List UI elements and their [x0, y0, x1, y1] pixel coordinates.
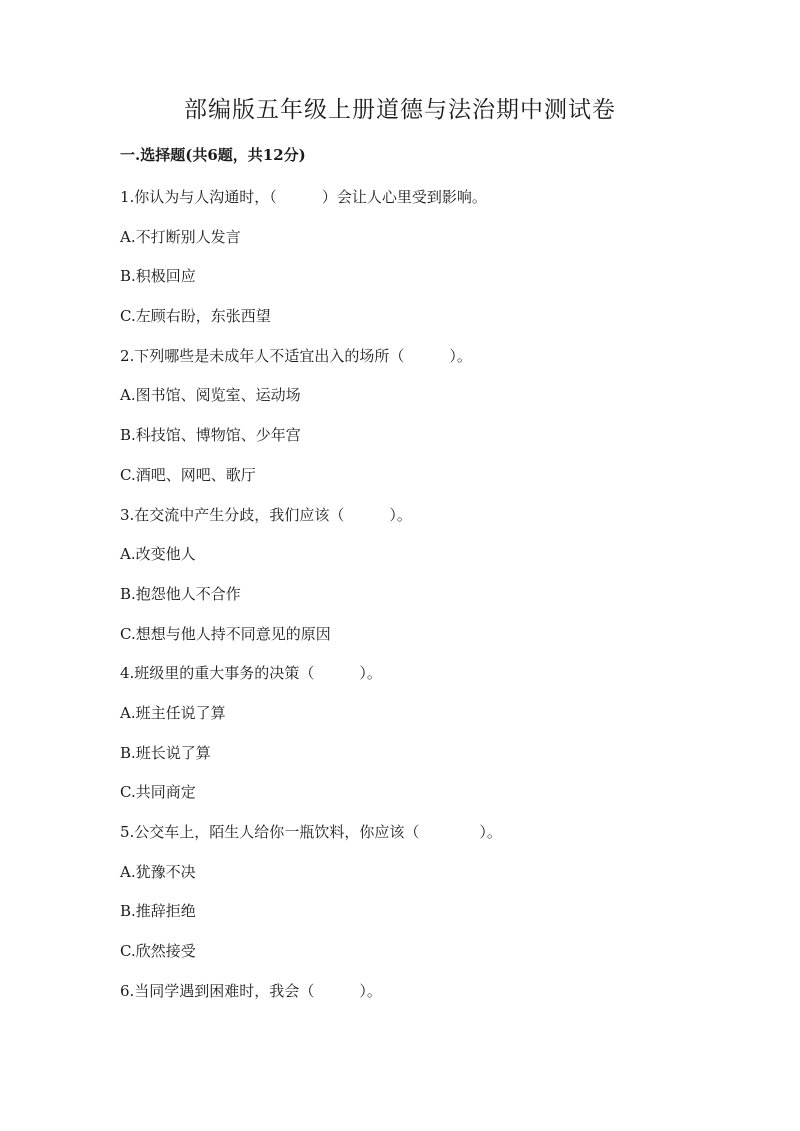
question-5-stem: 5.公交车上，陌生人给你一瓶饮料，你应该（ ）。 — [120, 823, 502, 841]
question-4-option-a: A.班主任说了算 — [120, 703, 226, 722]
question-4-stem: 4.班级里的重大事务的决策（ ）。 — [120, 664, 382, 683]
question-5-option-a: A.犹豫不决 — [120, 862, 196, 881]
question-5-option-c: C.欣然接受 — [120, 942, 196, 961]
question-2-stem: 2.下列哪些是未成年人不适宜出入的场所（ ）。 — [120, 346, 472, 365]
question-2-option-b: B.科技馆、博物馆、少年宫 — [120, 426, 301, 445]
question-1-option-b: B.积极回应 — [120, 267, 196, 286]
question-3-option-a: A.改变他人 — [120, 545, 196, 564]
question-3-option-c: C.想想与他人持不同意见的原因 — [120, 624, 331, 643]
question-2-option-a: A.图书馆、阅览室、运动场 — [120, 386, 301, 405]
question-3-option-b: B.抱怨他人不合作 — [120, 584, 241, 603]
question-1-option-a: A.不打断别人发言 — [120, 227, 241, 246]
question-2-option-c: C.酒吧、网吧、歌厅 — [120, 465, 256, 484]
question-1-option-c: C.左顾右盼，东张西望 — [120, 307, 271, 326]
exam-title: 部编版五年级上册道德与法治期中测试卷 — [184, 97, 616, 123]
question-4-option-c: C.共同商定 — [120, 783, 196, 802]
question-3-stem: 3.在交流中产生分歧，我们应该（ ）。 — [120, 505, 412, 524]
question-1-stem: 1.你认为与人沟通时，（ ）会让人心里受到影响。 — [120, 188, 487, 206]
question-6-stem: 6.当同学遇到困难时，我会（ ）。 — [120, 981, 382, 1000]
question-5-option-b: B.推辞拒绝 — [120, 902, 196, 921]
question-list — [120, 184, 720, 1017]
section-heading: 一.选择题(共6题，共12分) — [120, 146, 306, 164]
question-4-option-b: B.班长说了算 — [120, 743, 211, 762]
